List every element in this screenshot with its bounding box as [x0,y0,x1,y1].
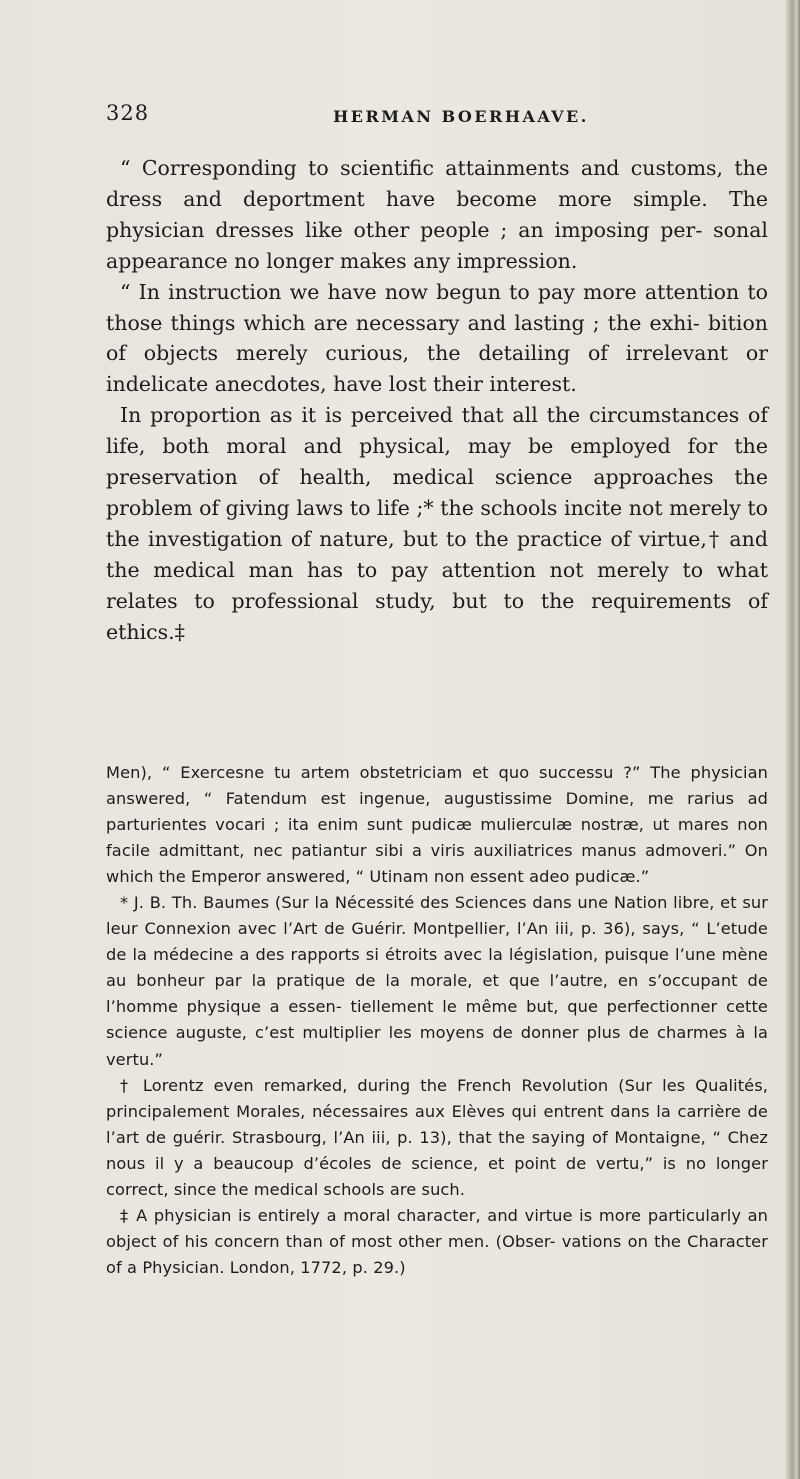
footnote-dagger: † Lorentz even remarked, during the French Revolution (Sur les Qualités, principalement Morales, nécessaires aux Elèves qui entrent dans la carrière de l’art de guérir. Strasbourg, l’An iii, p. 13), that the saying of Montaigne, “ Chez nous il y a beaucoup d’écoles de science, et point de vertu,” is no longer correct, since the medical schools are such. [106,1075,768,1199]
page-header [106,101,776,135]
body-paragraph: In proportion as it is perceived that all the circumstances of life, both moral and physical, may be employed for the preservation of health, medical science approaches the problem of giving laws to life ;* the schools incite not merely to the investigation of nature, but to the practice of virtue,† and the medical man has to pay attention not merely to what relates to professional study, but to the requirements of ethics.‡ [106,403,768,644]
body-paragraph: “ Corresponding to scientific attainments and customs, the dress and deportment have become more simple. The physician dresses like other people ; an imposing per- sonal appearance no longer makes any impression. [106,156,768,273]
running-head: HERMAN BOERHAAVE. [333,107,589,126]
footnotes [106,760,768,1281]
footnote-continuation: Men), “ Exercesne tu artem obstetriciam et quo successu ?” The physician answered, “ Fatendum est ingenue, augustissime Domine, me rarius ad parturientes vocari ; ita enim sunt pudicæ mulierculæ nostræ, ut mares non facile admittant, nec patiantur sibi a viris auxiliatrices manus admoveri.” On which the Emperor answered, “ Utinam non essent adeo pudicæ.” [106,763,768,887]
footnote-star: * J. B. Th. Baumes (Sur la Nécessité des Sciences dans une Nation libre, et sur leur Connexion avec l’Art de Guérir. Montpellier, l’An iii, p. 36), says, “ L’etude de la médecine a des rapports si étroits avec la législation, puisque l’une mène au bonheur par la pratique de la morale, et que l’autre, en s’occupant de l’homme physique a essen- tiellement le même but, que perfectionner cette science auguste, c’est multiplier les moyens de donner plus de charmes à la vertu.” [106,893,768,1069]
page-edge [786,0,800,1479]
page-number: 328 [106,101,150,125]
footnote-double-dagger: ‡ A physician is entirely a moral character, and virtue is more particularly an object of his concern than of most other men. (Obser- vations on the Character of a Physician. London, 1772, p. 29.) [106,1205,768,1277]
body-paragraph: “ In instruction we have now begun to pay more attention to those things which are necessary and lasting ; the exhi- bition of objects merely curious, the detailing of irrelevant or indelicate anecdotes, have lost their interest. [106,279,768,397]
main-text [106,153,768,648]
